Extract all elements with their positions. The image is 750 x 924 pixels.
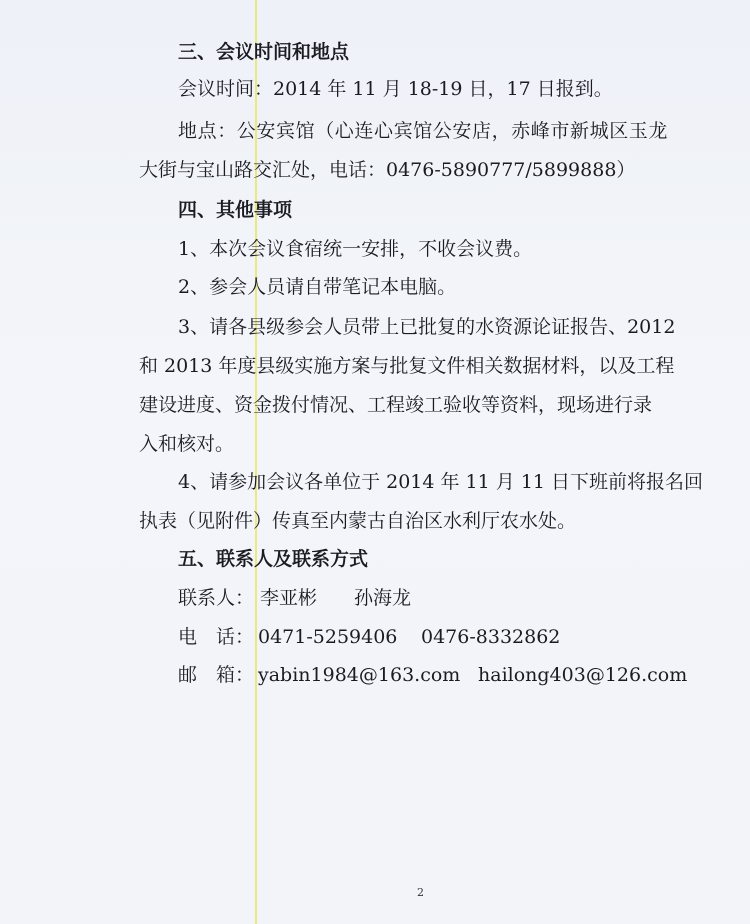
item-2: 2、参会人员请自带笔记本电脑。 <box>178 276 457 298</box>
phone-label: 电 话： <box>178 626 255 648</box>
item-3-line-2: 和 2013 年度县级实施方案与批复文件相关数据材料，以及工程 <box>139 355 675 377</box>
section-4-heading: 四、其他事项 <box>178 199 293 221</box>
meeting-place-line-1: 地点：公安宾馆（心连心宾馆公安店，赤峰市新城区玉龙 <box>178 120 669 142</box>
item-1: 1、本次会议食宿统一安排，不收会议费。 <box>178 238 533 260</box>
phone-2: 0476-8332862 <box>421 626 561 648</box>
email-2: hailong403@126.com <box>478 664 688 686</box>
email-1: yabin1984@163.com <box>258 664 461 686</box>
section-5-heading: 五、联系人及联系方式 <box>178 548 369 570</box>
item-3-line-3: 建设进度、资金拨付情况、工程竣工验收等资料，现场进行录 <box>139 394 653 416</box>
meeting-place-line-2: 大街与宝山路交汇处，电话：0476-5890777/5899888） <box>139 159 636 181</box>
item-3-line-4: 入和核对。 <box>139 433 235 455</box>
contact-label: 联系人： <box>178 587 255 609</box>
phone-1: 0471-5259406 <box>258 626 398 648</box>
meeting-time-line: 会议时间：2014 年 11 月 18-19 日，17 日报到。 <box>178 78 613 100</box>
item-4-line-2: 执表（见附件）传真至内蒙古自治区水利厅农水处。 <box>139 510 577 532</box>
section-3-heading: 三、会议时间和地点 <box>178 41 350 63</box>
contact-person-2: 孙海龙 <box>354 587 412 609</box>
item-3-line-1: 3、请各县级参会人员带上已批复的水资源论证报告、2012 <box>178 316 676 338</box>
page-number: 2 <box>417 886 424 899</box>
contact-person-1: 李亚彬 <box>260 587 318 609</box>
item-4-line-1: 4、请参加会议各单位于 2014 年 11 月 11 日下班前将报名回 <box>178 471 704 493</box>
email-label: 邮 箱： <box>178 664 255 686</box>
